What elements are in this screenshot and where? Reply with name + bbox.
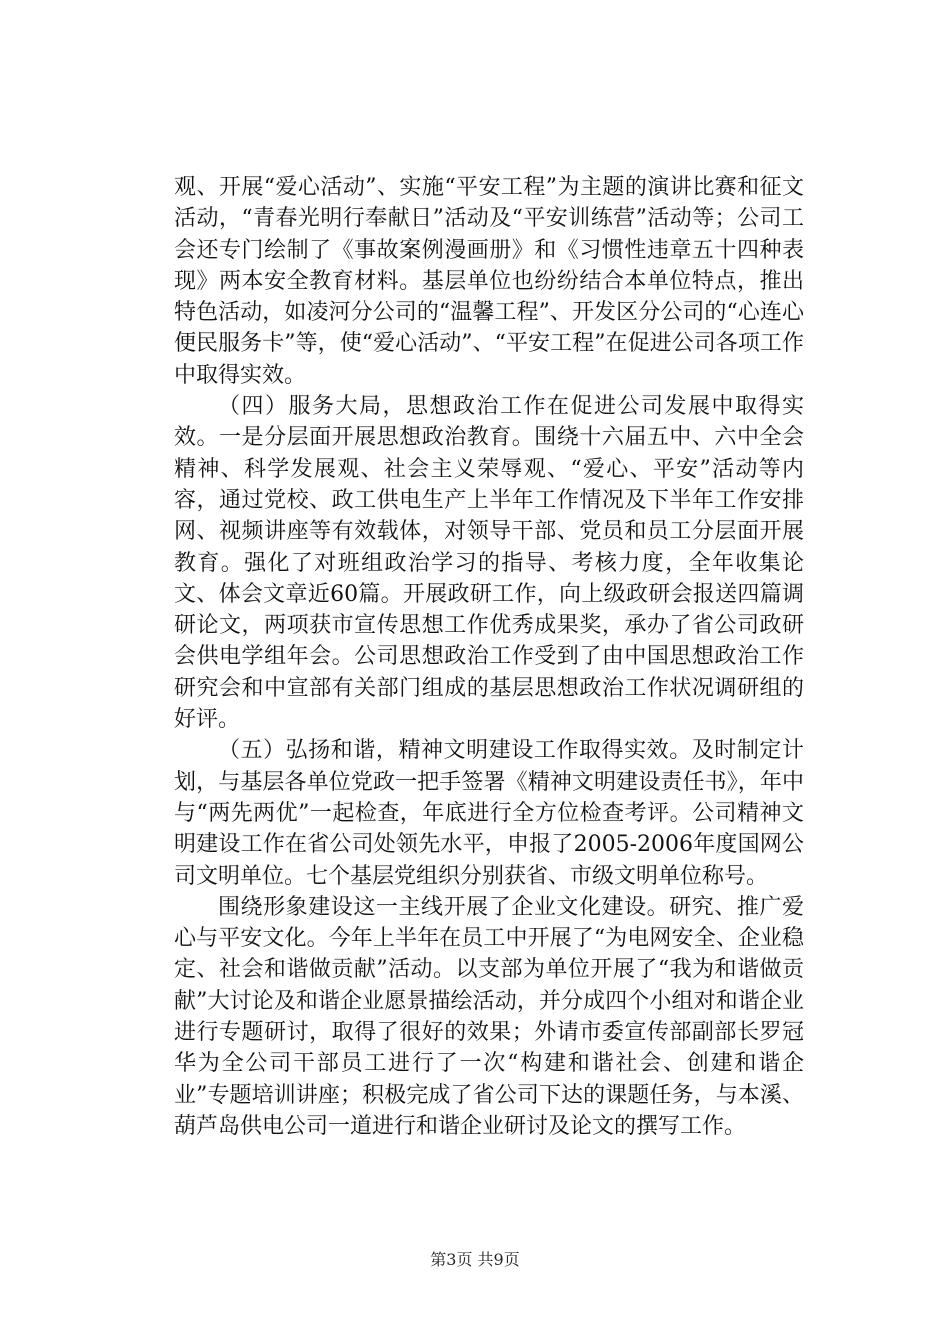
paragraph-3: （五）弘扬和谐，精神文明建设工作取得实效。及时制定计划，与基层各单位党政一把手签署《精神文明建设责任书》，年中与“两先两优”一起检查，年底进行全方位检查考评。公司精神文明建设工作在省公司处领先水平，申报了2005-2006年度国网公司文明单位。七个基层党组织分别获省、市级文明单位称号。 <box>174 738 804 889</box>
document-body <box>174 172 804 1142</box>
paragraph-2: （四）服务大局，思想政治工作在促进公司发展中取得实效。一是分层面开展思想政治教育。围绕十六届五中、六中全会精神、科学发展观、社会主义荣辱观、“爱心、平安”活动等内容，通过党校、政工供电生产上半年工作情况及下半年工作安排网、视频讲座等有效载体，对领导干部、党员和员工分层面开展教育。强化了对班组政治学习的指导、考核力度，全年收集论文、体会文章近60篇。开展政研工作，向上级政研会报送四篇调研论文，两项获市宣传思想工作优秀成果奖，承办了省公司政研会供电学组年会。公司思想政治工作受到了由中国思想政治工作研究会和中宣部有关部门组成的基层思想政治工作状况调研组的好评。 <box>174 394 804 733</box>
page-number: 第3页 共9页 <box>430 1250 520 1269</box>
paragraph-4: 围绕形象建设这一主线开展了企业文化建设。研究、推广爱心与平安文化。今年上半年在员工中开展了“为电网安全、企业稳定、社会和谐做贡献”活动。以支部为单位开展了“我为和谐做贡献”大讨论及和谐企业愿景描绘活动，并分成四个小组对和谐企业进行专题研讨，取得了很好的效果；外请市委宣传部副部长罗冠华为全公司干部员工进行了一次“构建和谐社会、创建和谐企业”专题培训讲座；积极完成了省公司下达的课题任务，与本溪、葫芦岛供电公司一道进行和谐企业研讨及论文的撰写工作。 <box>174 894 804 1139</box>
paragraph-1: 观、开展“爱心活动”、实施“平安工程”为主题的演讲比赛和征文活动，“青春光明行奉献日”活动及“平安训练营”活动等；公司工会还专门绘制了《事故案例漫画册》和《习惯性违章五十四种表现》两本安全教育材料。基层单位也纷纷结合本单位特点，推出特色活动，如凌河分公司的“温馨工程”、开发区分公司的“心连心便民服务卡”等，使“爱心活动”、“平安工程”在促进公司各项工作中取得实效。 <box>174 175 804 388</box>
page-footer <box>0 1247 950 1270</box>
